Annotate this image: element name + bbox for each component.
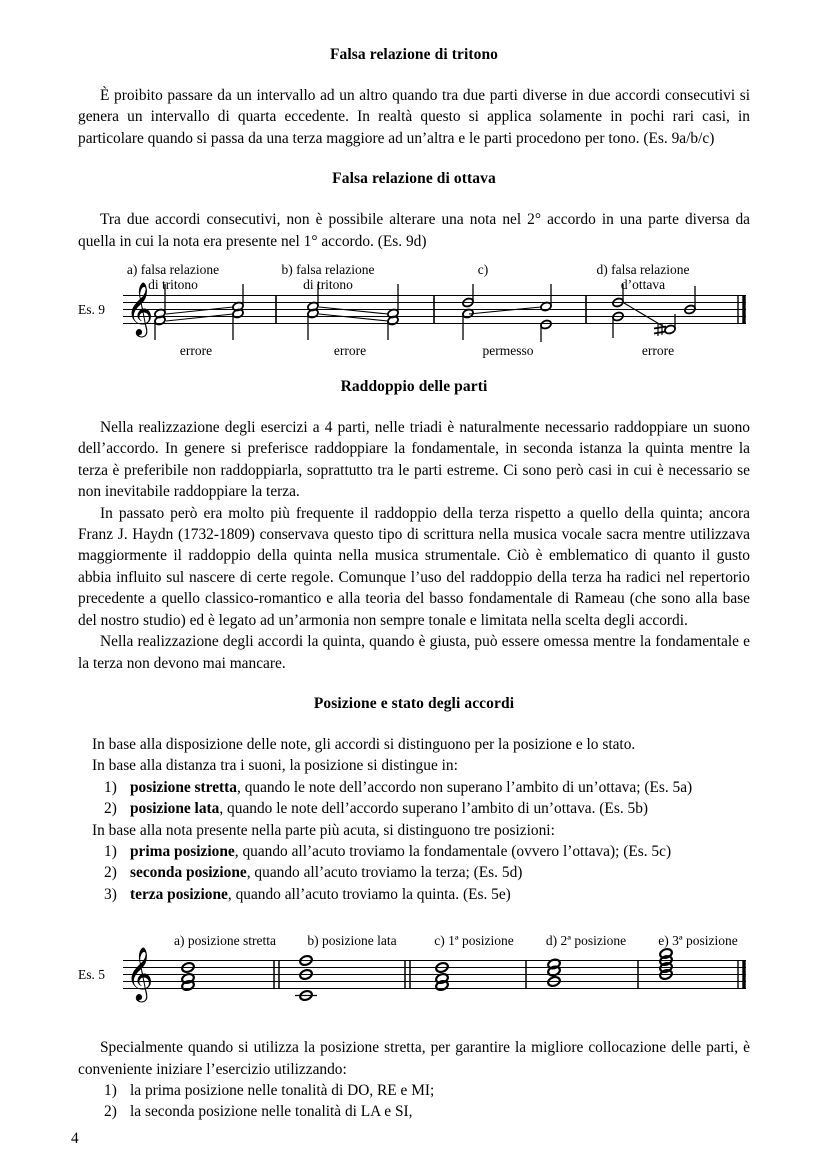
list-marker: 1)	[104, 842, 117, 860]
list-marker: 2)	[104, 1103, 117, 1121]
es9-measure-a	[154, 284, 244, 340]
paragraph-ottava: Tra due accordi consecutivi, non è possibile alterare una nota nel 2° accordo in una parte diversa da quella in cui la nota era presente nel 1° accordo. (Es. 9d)	[78, 211, 750, 250]
paragraph-raddoppio-1: Nella realizzazione degli esercizi a 4 parti, nelle triadi è naturalmente necessario raddoppiare un suono dell’accordo. In genere si preferisce raddoppiare la fondamentale, in seconda istanza la quinta mentre la terza è preferibile non raddoppiarla, soprattutto tra le parti estreme. Ci sono però casi in cui è necessario se non inevitabile raddoppiare la terza.	[78, 419, 750, 501]
heading-posizione-stato-accordi: Posizione e stato degli accordi	[313, 694, 515, 712]
page-number: 4	[71, 1130, 79, 1147]
paragraph-raddoppio-2: In passato però era molto più frequente il raddoppio della terza rispetto a quello della quinta; ancora Franz J. Haydn (1732-1809) conservava questo tipo di scrittura nella musica vocale sacra mentre utilizzava maggiormente il raddoppio della quinta nella musica strumentale. Ciò è emblematico di quanto il gusto abbia influito sul nascere di certe regole. Comunque l’uso del raddoppio della terza ha radici nel repertorio precedente a quello classico-romantico e alla teoria del basso fondamentale di Rameau (che sono alla base del nostro studio) ed è legato ad un’armonia non sempre tonale e limitata nella scelta degli accordi.	[78, 504, 750, 629]
list-term: posizione stretta	[130, 778, 238, 796]
es9-top-label-c-line1: c)	[477, 262, 489, 278]
music-staff-es5	[78, 932, 750, 1010]
list-content	[130, 884, 750, 905]
heading-falsa-relazione-ottava: Falsa relazione di ottava	[332, 170, 496, 188]
list-term: seconda posizione	[130, 864, 247, 882]
list-rest: , quando le note dell’accordo superano l’ambito di un’ottava. (Es. 5b)	[219, 800, 649, 818]
posizione-intro-3: In base alla nota presente nella parte più acuta, si distinguono tre posizioni:	[92, 821, 555, 839]
list-item	[78, 1101, 750, 1122]
heading-falsa-relazione-tritono: Falsa relazione di tritono	[329, 46, 499, 63]
es9-bottom-label-d: errore	[641, 343, 675, 359]
list-marker: 1)	[104, 1081, 117, 1099]
posizione-intro-1: In base alla disposizione delle note, gli accordi si distinguono per la posizione e lo stato.	[92, 735, 636, 753]
es5-chord-e	[659, 948, 673, 981]
list-content	[130, 798, 750, 819]
page-content	[78, 46, 750, 1123]
es9-bottom-label-a: errore	[179, 343, 213, 359]
list-item	[78, 884, 750, 905]
list-marker: 3)	[104, 885, 117, 903]
list-content: la prima posizione nelle tonalità di DO, RE e MI;	[130, 1081, 435, 1099]
es9-top-label-a-line1: a) falsa relazione	[126, 262, 220, 278]
staff-lines-es5	[123, 961, 746, 989]
list-rest: , quando all’acuto troviamo la quinta. (Es. 5e)	[227, 885, 511, 903]
paragraph-tritono: È proibito passare da un intervallo ad un altro quando tra due parti diverse in due accordi consecutivi si genera un intervallo di quarta eccedente. In realtà questo si applica solamente in pochi rari casi, in particolare quando si passa da una terza maggiore ad un’altra e le parti procedono per tono. (Es. 9a/b/c)	[78, 87, 750, 147]
list-term: posizione lata	[130, 800, 220, 818]
es5-top-label-c: c) 1ª posizione	[434, 933, 514, 949]
list-marker: 2)	[104, 864, 117, 882]
list-marker: 1)	[104, 778, 117, 796]
posizione-list-2	[78, 841, 750, 905]
es9-top-label-b-line2: di tritono	[303, 277, 353, 293]
es5-chord-c	[435, 962, 449, 992]
es5-chord-b	[295, 955, 317, 1002]
es9-measure-b	[307, 284, 399, 340]
treble-clef-icon: 𝄞	[126, 946, 154, 1001]
heading-raddoppio-delle-parti: Raddoppio delle parti	[340, 378, 488, 396]
paragraph-raddoppio-3: Nella realizzazione degli accordi la quinta, quando è giusta, può essere omessa mentre la fondamentale e la terza non devono mai mancare.	[78, 633, 750, 672]
es9-top-label-b-line1: b) falsa relazione	[281, 262, 375, 278]
list-item	[78, 841, 750, 862]
closing-list	[78, 1080, 750, 1123]
list-marker: 2)	[104, 800, 117, 818]
list-item	[78, 777, 750, 798]
es9-top-label-d-line1: d) falsa relazione	[596, 262, 690, 278]
music-example-5	[78, 932, 750, 1010]
music-staff-es9	[78, 262, 750, 362]
es9-measure-d	[612, 284, 696, 338]
list-content	[130, 841, 750, 862]
es9-bottom-label-b: errore	[333, 343, 367, 359]
treble-clef-icon: 𝄞	[126, 281, 154, 336]
list-content: la seconda posizione nelle tonalità di LA e SI,	[130, 1103, 413, 1121]
list-item	[78, 798, 750, 819]
list-rest: , quando le note dell’accordo non superano l’ambito di un’ottava; (Es. 5a)	[237, 778, 693, 796]
music-example-9	[78, 262, 750, 362]
es5-top-label-b: b) posizione lata	[307, 933, 397, 949]
list-term: prima posizione	[130, 842, 235, 860]
list-rest: , quando all’acuto troviamo la terza; (Es. 5d)	[246, 864, 523, 882]
es9-label: Es. 9	[78, 302, 105, 318]
es5-top-label-a: a) posizione stretta	[174, 933, 276, 949]
list-term: terza posizione	[130, 885, 228, 903]
es5-label: Es. 5	[78, 967, 105, 983]
es9-top-label-a-line2: di tritono	[148, 277, 198, 293]
list-item	[78, 862, 750, 883]
list-content	[130, 862, 750, 883]
es5-top-label-e: e) 3ª posizione	[658, 933, 738, 949]
posizione-intro-2: In base alla distanza tra i suoni, la posizione si distingue in:	[92, 757, 458, 775]
es5-top-label-d: d) 2ª posizione	[545, 933, 627, 949]
list-content	[130, 777, 750, 798]
es9-measure-c	[462, 284, 552, 342]
list-rest: , quando all’acuto troviamo la fondamentale (ovvero l’ottava); (Es. 5c)	[234, 842, 672, 860]
es5-chord-a	[181, 962, 195, 992]
es5-chord-d	[547, 958, 561, 987]
es9-bottom-label-c: permesso	[482, 343, 534, 359]
paragraph-closing: Specialmente quando si utilizza la posizione stretta, per garantire la migliore collocazione delle parti, è conveniente iniziare l’esercizio utilizzando:	[78, 1039, 750, 1078]
list-item	[78, 1080, 750, 1101]
posizione-list-1	[78, 777, 750, 820]
es9-top-label-d-line2: d’ottava	[620, 277, 666, 293]
